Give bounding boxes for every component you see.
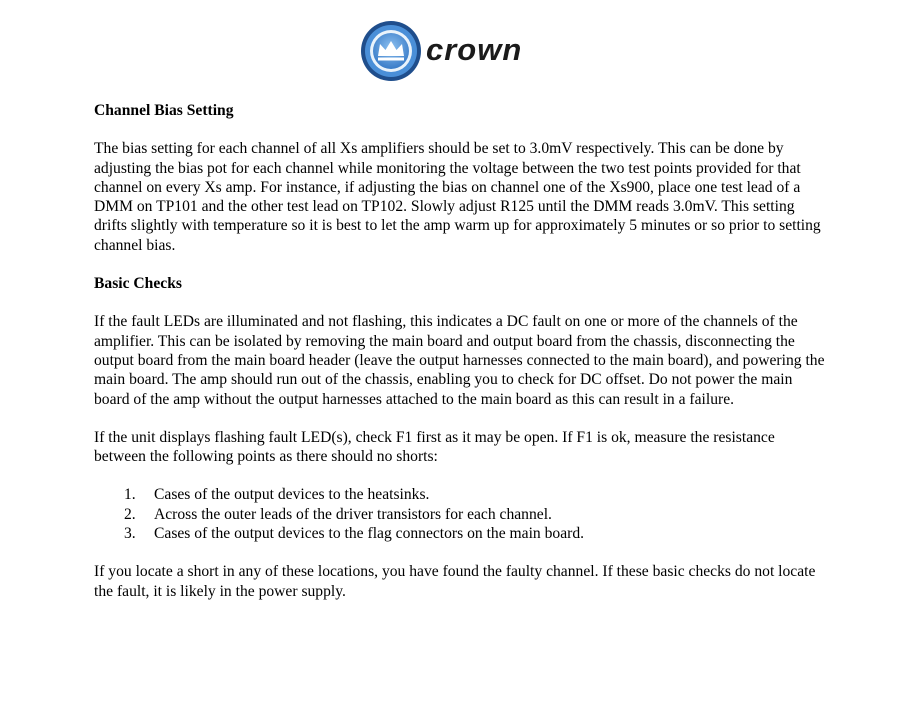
checks-heading: Basic Checks <box>94 275 182 293</box>
crown-wordmark: crown <box>426 31 523 67</box>
list-item-number: 3. <box>124 525 136 543</box>
bias-heading: Channel Bias Setting <box>94 102 234 119</box>
crown-logo <box>360 20 522 82</box>
list-item-text: Cases of the output devices to the flag connectors on the main board. <box>154 525 585 543</box>
crown-emblem-icon <box>360 20 422 82</box>
list-item-text: Across the outer leads of the driver transistors for each channel. <box>154 505 552 523</box>
document-body <box>94 101 829 620</box>
checks-paragraph-2: If the unit displays flashing fault LED(s), check F1 first as it may be open. If F1 is ok, measure the resistance between the following points as there should no shorts: <box>94 428 775 466</box>
emblem-crown-base <box>378 58 404 61</box>
list-item <box>94 485 829 504</box>
checks-list <box>94 485 829 543</box>
list-item-number: 2. <box>124 505 136 523</box>
list-item-text: Cases of the output devices to the heatsinks. <box>154 486 430 504</box>
bias-paragraph: The bias setting for each channel of all Xs amplifiers should be set to 3.0mV respectively. This can be done by adjusting the bias pot for each channel while monitoring the voltage between the two test points provided for that channel on every Xs amp. For instance, if adjusting the bias on channel one of the Xs900, place one test lead of a DMM on TP101 and the other test lead on TP102. Slowly adjust R125 until the DMM reads 3.0mV. This setting drifts slightly with temperature so it is best to let the amp warm up for approximately 5 minutes or so prior to setting channel bias. <box>94 140 821 254</box>
list-item-number: 1. <box>124 486 136 504</box>
checks-paragraph-1: If the fault LEDs are illuminated and not flashing, this indicates a DC fault on one or more of the channels of the amplifier. This can be isolated by removing the main board and output board from the chassis, disconnecting the output board from the main board header (leave the output harnesses connected to the main board), and powering the main board. The amp should run out of the chassis, enabling you to check for DC offset. Do not power the main board of the amp without the output harnesses attached to the main board as this can result in a failure. <box>94 313 825 408</box>
checks-paragraph-3: If you locate a short in any of these locations, you have found the faulty channel. If these basic checks do not locate the fault, it is likely in the power supply. <box>94 563 816 600</box>
list-item <box>94 505 829 524</box>
list-item <box>94 524 829 543</box>
